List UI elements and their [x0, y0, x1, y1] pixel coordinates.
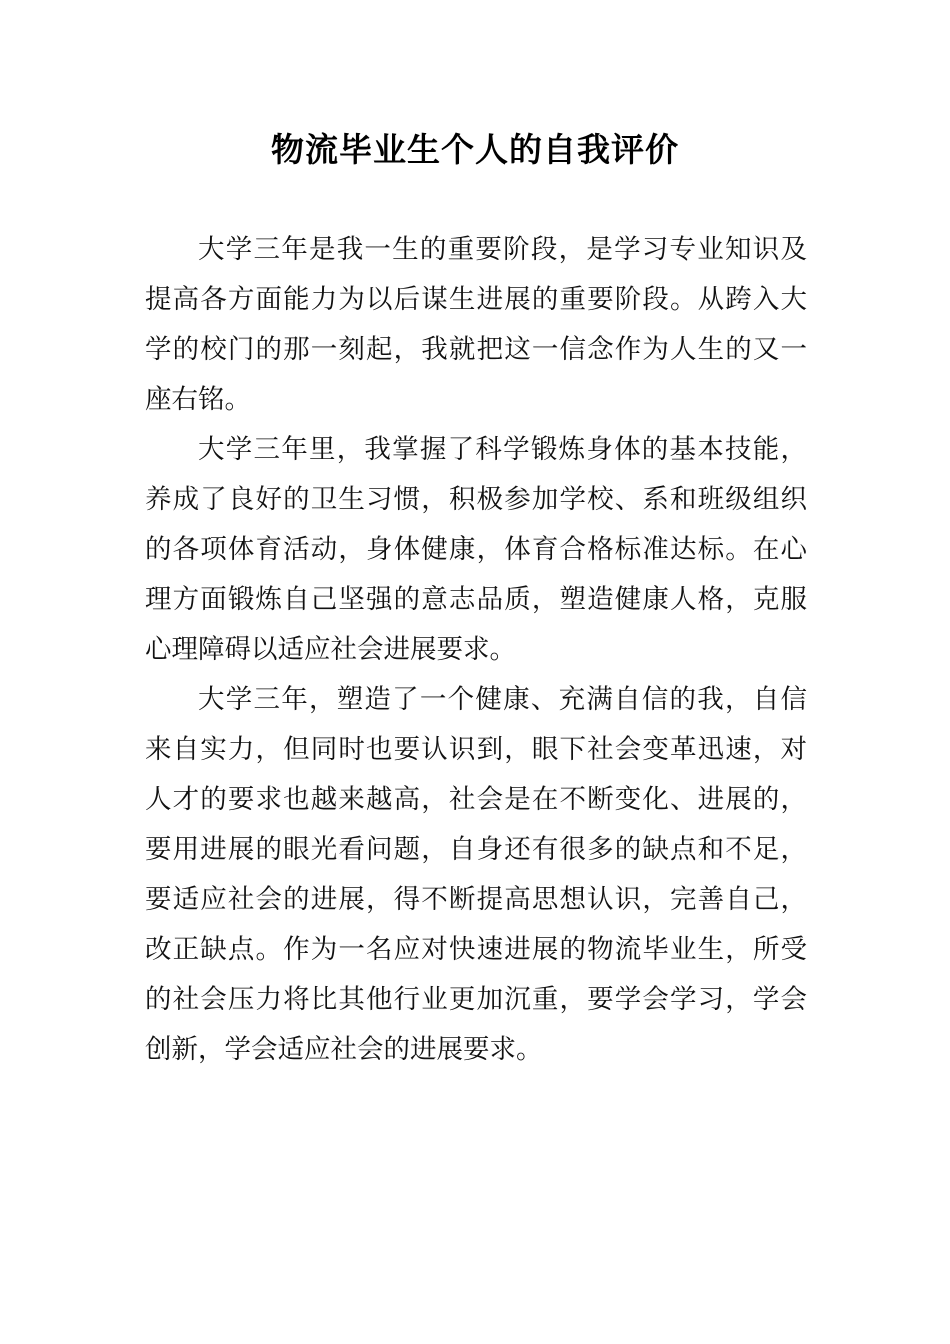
- document-body: [145, 225, 807, 1075]
- paragraph-2: 大学三年里，我掌握了科学锻炼身体的基本技能，养成了良好的卫生习惯，积极参加学校、系和班级组织的各项体育活动，身体健康，体育合格标准达标。在心理方面锻炼自己坚强的意志品质，塑造健康人格，克服心理障碍以适应社会进展要求。: [145, 434, 807, 665]
- paragraph-3: 大学三年，塑造了一个健康、充满自信的我，自信来自实力，但同时也要认识到，眼下社会变革迅速，对人才的要求也越来越高，社会是在不断变化、进展的，要用进展的眼光看问题，自身还有很多的缺点和不足，要适应社会的进展，得不断提高思想认识，完善自己，改正缺点。作为一名应对快速进展的物流毕业生，所受的社会压力将比其他行业更加沉重，要学会学习，学会创新，学会适应社会的进展要求。: [145, 684, 807, 1065]
- paragraph-1: 大学三年是我一生的重要阶段，是学习专业知识及提高各方面能力为以后谋生进展的重要阶段。从跨入大学的校门的那一刻起，我就把这一信念作为人生的又一座右铭。: [145, 234, 807, 415]
- document-title: 物流毕业生个人的自我评价: [271, 130, 679, 169]
